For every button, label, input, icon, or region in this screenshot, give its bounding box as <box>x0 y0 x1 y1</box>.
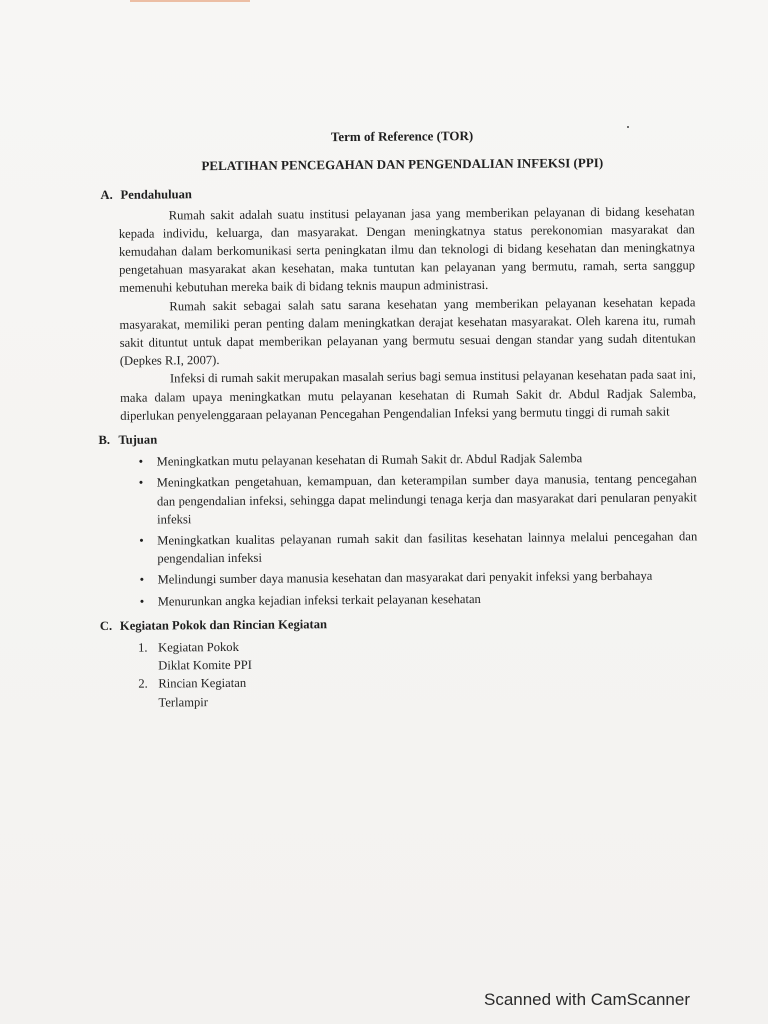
section-b-heading <box>94 426 696 449</box>
document-body <box>96 125 699 712</box>
section-a-paragraph-1: Rumah sakit adalah suatu institusi pelayanan jasa yang memberikan pelayanan di bidang kesehatan kepada individu, keluarga, dan masyarakat. Dengan meningkatnya status perekonomian masyarakat dan kemudahan dalam berkomunikasi serta peningkatan ilmu dan teknologi di bidang kesehatan dan meningkatnya pengetahuan masyarakat akan kesehatan, maka tuntutan kan pelayanan yang bermutu, ramah, serta sanggup memenuhi kebutuhan mereka baik di bidang teknis maupun administrasi. <box>118 203 696 296</box>
bullet-icon: • <box>139 593 145 609</box>
list-item: • Meningkatkan mutu pelayanan kesehatan di Rumah Sakit dr. Abdul Radjak Salemba <box>139 449 697 472</box>
bullet-icon: • <box>139 532 144 548</box>
bullet-icon: • <box>138 475 144 491</box>
bullet-icon: • <box>139 572 145 588</box>
section-a-title: Pendahuluan <box>120 187 192 203</box>
activities-list <box>138 634 699 711</box>
item-detail: Diklat Komite PPI <box>158 658 253 673</box>
item-label: Kegiatan Pokok <box>158 639 239 655</box>
list-item <box>138 634 698 675</box>
section-c-title: Kegiatan Pokok dan Rincian Kegiatan <box>119 617 328 633</box>
camscanner-watermark: Scanned with CamScanner <box>483 990 690 1009</box>
scan-edge-mark <box>130 0 250 2</box>
list-item <box>138 671 698 712</box>
item-detail: Terlampir <box>158 694 209 710</box>
section-c-heading <box>96 612 698 635</box>
item-label: Rincian Kegiatan <box>158 676 247 692</box>
bullet-icon: • <box>138 453 144 469</box>
section-b-letter: B. <box>98 432 111 448</box>
section-a-paragraph-3: Infeksi di rumah sakit merupakan masalah serius bagi semua institusi pelayanan kesehatan pada saat ini, maka dalam upaya meningkatkan mutu pelayanan kesehatan di Rumah Sakit dr. Abdul Radjak Salemba, diperlukan penyelenggaraan pelayanan Pencegahan Pengendalian Infeksi yang bermutu tinggi di rumah sakit <box>120 367 697 423</box>
document-subtitle: PELATIHAN PENCEGAHAN DAN PENGENDALIAN INFEKSI (PPI) <box>201 155 604 174</box>
list-item: • Meningkatkan kualitas pelayanan rumah sakit dan fasilitas kesehatan lainnya melalui pencegahan dan pengendalian infeksi <box>139 529 698 566</box>
objectives-list <box>139 449 698 611</box>
section-b-title: Tujuan <box>118 432 158 447</box>
document-title: Term of Reference (TOR) <box>330 128 474 145</box>
item-number: 1. <box>138 640 148 655</box>
section-a-heading <box>96 182 694 205</box>
section-c-letter: C. <box>99 618 113 633</box>
list-item: • Menurunkan angka kejadian infeksi terkait pelayanan kesehatan <box>140 588 698 611</box>
list-item: • Meningkatkan pengetahuan, kemampuan, dan keterampilan sumber daya manusia, tentang pencegahan dan pengendalian infeksi, sehingga dapat melindungi tenaga kerja dan masyarakat dari penularan penyakit infeksi <box>138 471 697 527</box>
list-item: • Melindungi sumber daya manusia kesehatan dan masyarakat dari penyakit infeksi yang berbahaya <box>139 567 697 590</box>
item-number: 2. <box>138 677 148 692</box>
section-a-paragraph-2: Rumah sakit sebagai salah satu sarana kesehatan yang memberikan pelayanan kesehatan kepada masyarakat, memiliki peran penting dalam meningkatkan derajat kesehatan masyarakat. Oleh karena itu, rumah sakit dituntut untuk dapat memberikan pelayanan yang bermutu sesuai dengan standar yang sudah ditentukan (Depkes R.I, 2007). <box>119 294 696 369</box>
section-a-letter: A. <box>100 188 113 203</box>
